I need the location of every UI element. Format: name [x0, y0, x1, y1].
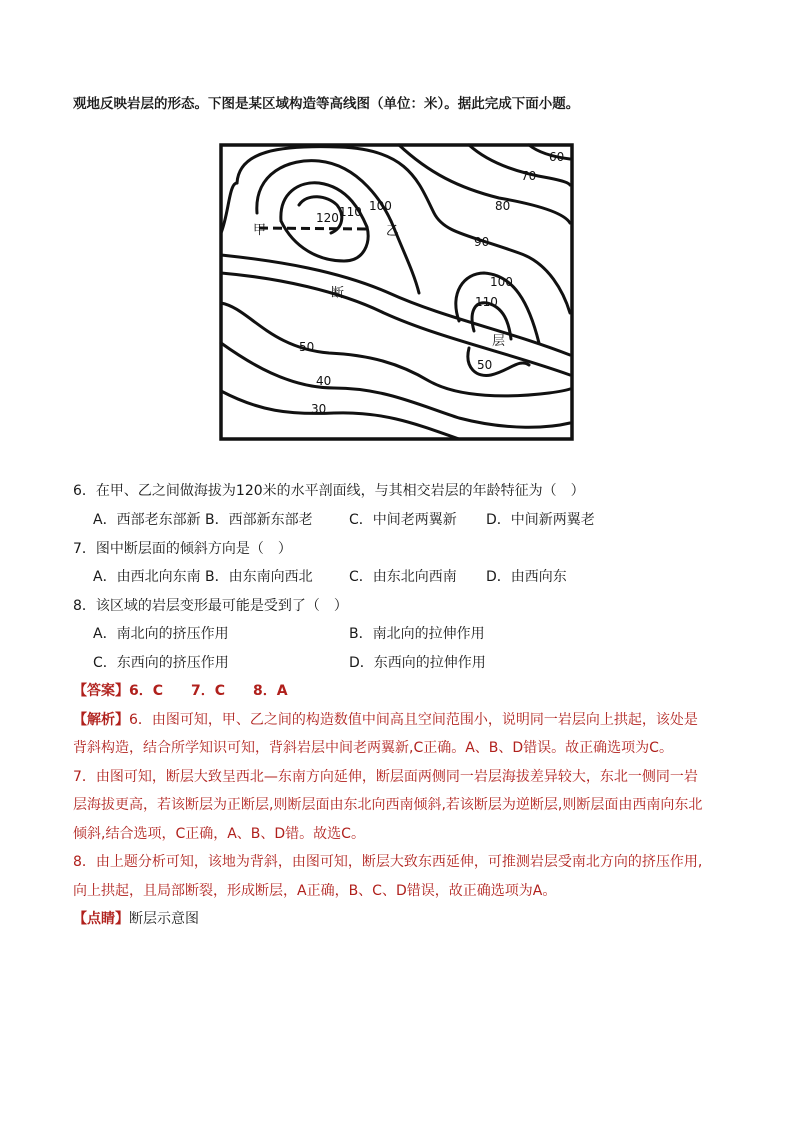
- contour-label-110-north: 110: [339, 205, 362, 219]
- explanation-line-5: 倾斜,结合选项，C正确，A、B、D错。故选C。: [73, 826, 365, 842]
- contour-label-60: 60: [549, 150, 565, 164]
- answer-tag: 【答案】: [73, 683, 129, 699]
- explanation-line-7: 向上拱起，且局部断裂，形成断层，A正确，B、C、D错误，故正确选项为A。: [73, 883, 557, 899]
- intro-text: 观地反映岩层的形态。下图是某区域构造等高线图（单位：米）。据此完成下面小题。: [73, 96, 580, 112]
- explanation-line-1: [73, 709, 698, 729]
- tip-tag: 【点睛】: [73, 911, 129, 927]
- point-jia: 甲: [253, 223, 267, 238]
- contour-label-50: 50: [299, 340, 315, 354]
- contour-label-40: 40: [316, 374, 332, 388]
- question-6-option-a: A．西部老东部新: [93, 512, 201, 528]
- contour-label-100-north: 100: [369, 199, 392, 213]
- contour-label-100-south: 100: [490, 275, 513, 289]
- contour-label-80: 80: [495, 199, 511, 213]
- contour-label-120: 120: [316, 211, 339, 225]
- question-8-option-c: C．东西向的挤压作用: [93, 655, 229, 671]
- question-7-option-d: D．由西向东: [486, 569, 567, 585]
- question-6-stem: 6．在甲、乙之间做海拔为120米的水平剖面线，与其相交岩层的年龄特征为（ ）: [73, 483, 585, 499]
- question-7-option-a: A．由西北向东南: [93, 569, 201, 585]
- point-yi: 乙: [386, 224, 400, 239]
- answer-values: 6．C 7．C 8．A: [129, 683, 288, 699]
- explanation-line-6: 8．由上题分析可知，该地为背斜，由图可知，断层大致东西延伸，可推测岩层受南北方向的挤压作用,: [73, 854, 703, 870]
- contour-label-110-south: 110: [475, 295, 498, 309]
- question-6-option-d: D．中间新两翼老: [486, 512, 595, 528]
- contour-map: [219, 143, 574, 441]
- contour-label-70: 70: [521, 169, 537, 183]
- question-6-option-b: B．西部新东部老: [205, 512, 313, 528]
- question-7-stem: 7．图中断层面的倾斜方向是（ ）: [73, 541, 292, 557]
- contour-label-90: 90: [474, 235, 490, 249]
- explanation-line-3: 7．由图可知，断层大致呈西北—东南方向延伸，断层面两侧同一岩层海拔差异较大，东北一侧同一岩: [73, 769, 698, 785]
- question-7-option-b: B．由东南向西北: [205, 569, 313, 585]
- question-6-option-c: C．中间老两翼新: [349, 512, 457, 528]
- question-7-option-c: C．由东北向西南: [349, 569, 457, 585]
- question-8-option-b: B．南北向的拉伸作用: [349, 626, 485, 642]
- tip-text: 断层示意图: [129, 911, 199, 927]
- explanation-line-4: 层海拔更高，若该断层为正断层,则断层面由东北向西南倾斜,若该断层为逆断层,则断层面由西南向东北: [73, 797, 703, 813]
- question-8-option-a: A．南北向的挤压作用: [93, 626, 229, 642]
- fault-label-1: 断: [331, 286, 345, 301]
- explanation-text-1: 6．由图可知，甲、乙之间的构造数值中间高且空间范围小，说明同一岩层向上拱起，该处是: [129, 712, 698, 728]
- question-8-option-d: D．东西向的拉伸作用: [349, 655, 486, 671]
- explanation-line-2: 背斜构造，结合所学知识可知，背斜岩层中间老两翼新,C正确。A、B、D错误。故正确选项为C。: [73, 740, 673, 756]
- explanation-tag: 【解析】: [73, 712, 129, 728]
- contour-label-30: 30: [311, 402, 327, 416]
- contour-label-50-south: 50: [477, 358, 493, 372]
- question-8-stem: 8．该区域的岩层变形最可能是受到了（ ）: [73, 598, 348, 614]
- tip-line: [73, 908, 199, 928]
- fault-label-2: 层: [492, 334, 506, 349]
- answer-line: [73, 680, 288, 700]
